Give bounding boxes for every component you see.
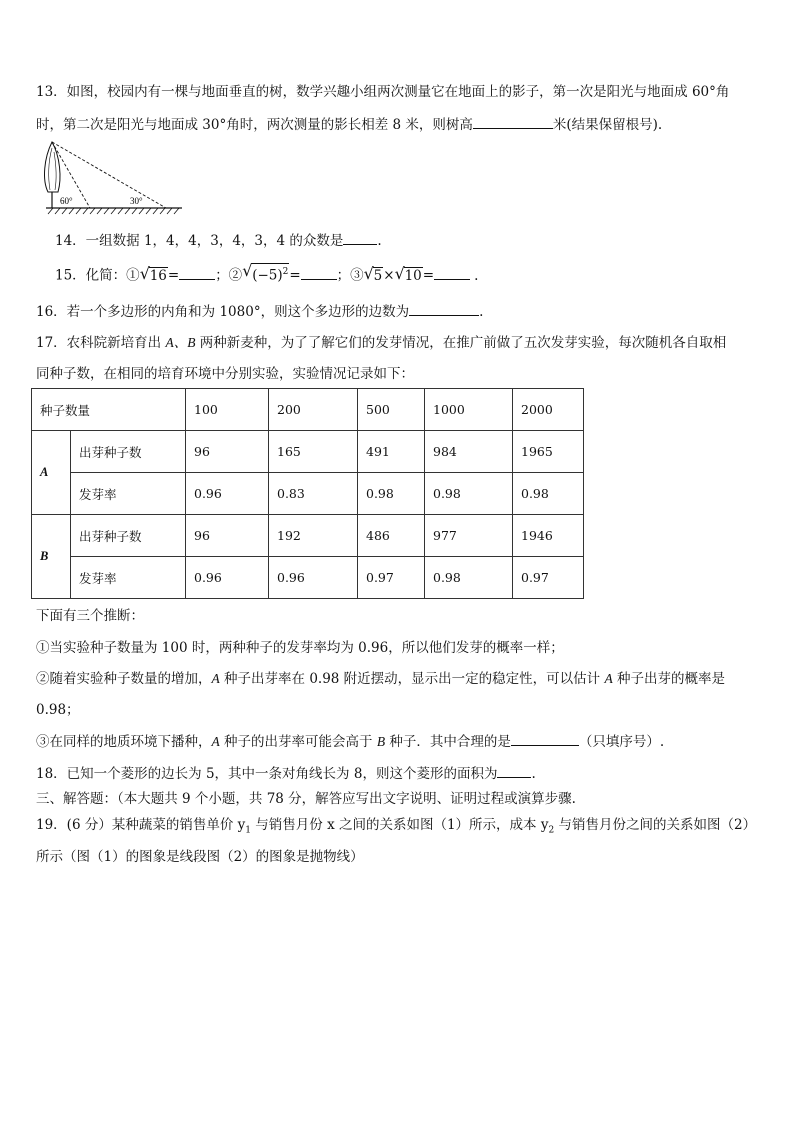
q18-answer-blank[interactable] — [497, 763, 531, 778]
q17-s3-a: ③在同样的地质环境下播种， — [36, 734, 212, 750]
table-cell: 0.96 — [186, 557, 269, 599]
group-label-a: A — [32, 431, 71, 515]
q17-line1-a: 17．农科院新培育出 — [36, 335, 166, 351]
header-label: 种子数量 — [32, 389, 186, 431]
sqrt-10: √ 10 — [394, 263, 422, 284]
table-cell: 0.97 — [513, 557, 584, 599]
q14-text: 14．一组数据 1，4，4，3，4，3，4 的众数是 — [55, 233, 344, 249]
sqrt-16: √ 16 — [139, 263, 167, 284]
row-label: 出芽种子数 — [71, 431, 186, 473]
header-cell: 2000 — [513, 389, 584, 431]
tree-shadow-figure — [40, 138, 190, 218]
table-cell: 0.83 — [269, 473, 358, 515]
germination-table — [31, 388, 584, 599]
header-cell: 100 — [186, 389, 269, 431]
table-cell: 0.96 — [186, 473, 269, 515]
header-cell: 500 — [358, 389, 425, 431]
q17-s3-b: 种子的出芽率可能会高于 — [219, 734, 377, 750]
q17-line1-var: A、B — [165, 335, 196, 350]
q16-text: 16．若一个多边形的内角和为 1080°，则这个多边形的边数为 — [36, 304, 410, 320]
tree-crown — [45, 142, 60, 192]
table-row — [32, 431, 584, 473]
q17-statement-3 — [36, 731, 664, 752]
q19-l1-c: 与销售月份之间的关系如图（2） — [554, 817, 757, 833]
q17-s2-b: 种子出芽率在 0.98 附近摆动，显示出一定的稳定性，可以估计 — [219, 671, 605, 687]
q15-prefix: 15．化简：① — [55, 267, 140, 284]
q17-intro: 下面有三个推断： — [36, 608, 144, 624]
q13-line2-end: 米(结果保留根号). — [552, 117, 663, 133]
row-label: 发芽率 — [71, 473, 186, 515]
q17-answer-blank[interactable] — [511, 731, 579, 746]
table-cell: 977 — [425, 515, 513, 557]
table-cell: 1965 — [513, 431, 584, 473]
table-cell: 0.98 — [513, 473, 584, 515]
table-cell: 491 — [358, 431, 425, 473]
q18-end: . — [531, 766, 536, 782]
table-cell: 96 — [186, 515, 269, 557]
q15-eq2: = — [289, 267, 301, 284]
table-row — [32, 515, 584, 557]
q17-s3-var2: B — [376, 734, 386, 749]
q17-s2-c: 种子出芽的概率是 — [612, 671, 726, 687]
q17-statement-2 — [36, 669, 725, 689]
q13-line1: 13．如图，校园内有一棵与地面垂直的树，数学兴趣小组两次测量它在地面上的影子，第一次是阳光与地面成 60°角 — [36, 84, 730, 100]
q17-s3-var: A — [211, 734, 220, 749]
q13-answer-blank[interactable] — [473, 114, 553, 129]
table-cell: 1946 — [513, 515, 584, 557]
q15 — [55, 263, 478, 286]
q15-blank-1[interactable] — [179, 265, 215, 280]
q15-end: . — [474, 267, 479, 284]
q15-sep1: ；② — [215, 267, 243, 284]
table-cell: 0.97 — [358, 557, 425, 599]
q15-times: × — [383, 267, 395, 284]
angle-30-label: 30° — [130, 196, 143, 206]
q19-sub2: 2 — [548, 825, 555, 836]
q17-s3-c: 种子．其中合理的是 — [385, 734, 511, 750]
q16 — [36, 301, 483, 322]
header-cell: 1000 — [425, 389, 513, 431]
q15-eq1: = — [167, 267, 180, 284]
table-cell: 0.98 — [425, 473, 513, 515]
q16-end: . — [479, 304, 484, 320]
table-cell: 0.98 — [425, 557, 513, 599]
header-cell: 200 — [269, 389, 358, 431]
q18-text: 18．已知一个菱形的边长为 5，其中一条对角线长为 8，则这个菱形的面积为 — [36, 766, 498, 782]
q19-line1 — [36, 815, 756, 841]
q15-sep2: ；③ — [336, 267, 364, 284]
q17-line2: 同种子数，在相同的培育环境中分别实验，实验情况记录如下： — [36, 366, 414, 382]
q18 — [36, 763, 536, 784]
q15-blank-3[interactable] — [434, 265, 470, 280]
q17-statement-1: ①当实验种子数量为 100 时，两种种子的发芽率均为 0.96，所以他们发芽的概率一样； — [36, 640, 564, 656]
q17-line1 — [36, 333, 726, 353]
table-row — [32, 473, 584, 515]
table-cell: 486 — [358, 515, 425, 557]
row-label: 出芽种子数 — [71, 515, 186, 557]
table-cell: 0.98 — [358, 473, 425, 515]
table-cell: 165 — [269, 431, 358, 473]
angle-60-label: 60° — [60, 196, 73, 206]
q19-l1-b: 与销售月份 x 之间的关系如图（1）所示，成本 y — [250, 817, 549, 833]
q17-s2-a: ②随着实验种子数量的增加， — [36, 671, 212, 687]
q14-answer-blank[interactable] — [343, 230, 377, 245]
q13-line2-text: 时，第二次是阳光与地面成 30°角时，两次测量的影长相差 8 米，则树高 — [36, 117, 473, 133]
table-row — [32, 557, 584, 599]
section-3-heading: 三、解答题：（本大题共 9 个小题，共 78 分，解答应写出文字说明、证明过程或演算步骤. — [36, 791, 576, 807]
table-cell: 192 — [269, 515, 358, 557]
table-header-row — [32, 389, 584, 431]
table-cell: 984 — [425, 431, 513, 473]
sqrt-neg5-squared: √ $(-5)^2$ — [242, 261, 289, 284]
q15-blank-2[interactable] — [301, 265, 337, 280]
group-label-b: B — [32, 515, 71, 599]
q19-line2: 所示（图（1）的图象是线段图（2）的图象是抛物线） — [36, 849, 364, 865]
q19-sub1: 1 — [245, 825, 251, 836]
row-label: 发芽率 — [71, 557, 186, 599]
q17-statement-2-cont: 0.98； — [36, 702, 80, 718]
q14 — [55, 230, 382, 251]
q13-line2 — [36, 114, 662, 135]
q17-s2-var2: A — [604, 671, 613, 686]
q19-l1-a: 19．(6 分）某种蔬菜的销售单价 y — [36, 817, 246, 833]
q17-line1-b: 两种新麦种，为了了解它们的发芽情况，在推广前做了五次发芽实验，每次随机各自取相 — [195, 335, 727, 351]
table-cell: 0.96 — [269, 557, 358, 599]
q16-answer-blank[interactable] — [409, 301, 479, 316]
sqrt-5: √ 5 — [363, 263, 383, 284]
q17-s2-var: A — [211, 671, 220, 686]
q14-end: . — [377, 233, 382, 249]
q15-eq3: = — [422, 267, 435, 284]
table-cell: 96 — [186, 431, 269, 473]
q17-s3-end: （只填序号）. — [578, 734, 665, 750]
ground-hatching — [48, 208, 179, 214]
